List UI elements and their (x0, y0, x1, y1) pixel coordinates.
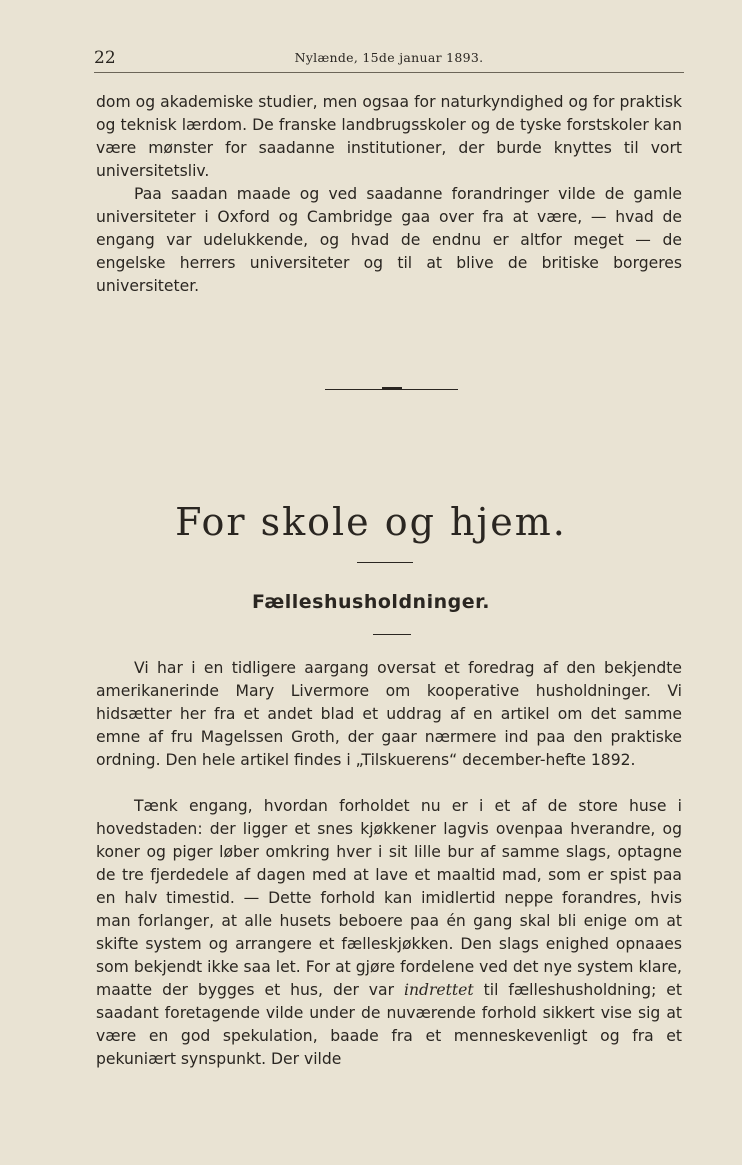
article-paragraph-1: Vi har i en tidligere aargang oversat et foredrag af den bekjendte amerikanerinde Mary Livermore om kooperative husholdninger. Vi hidsætter her fra et andet blad et uddrag af en artikel om det samme emne af fru Magelssen Groth, der gaar nærmere ind paa den praktiske ordning. Den hele artikel findes i „Tilskuerens“ december-hefte 1892. (96, 659, 682, 769)
body-paragraph-2: Paa saadan maade og ved saadanne forandringer vilde de gamle universiteter i Oxford og Cambridge gaa over fra at være, — hvad de engang var udelukkende, og hvad de endnu er altfor meget — de engelske herrers universiteter og til at blive de britiske borgeres universiteter. (96, 185, 682, 295)
page-header (94, 46, 684, 73)
article-paragraph-2-italic: indrettet (403, 981, 474, 999)
article-paragraph-2-text-b: til fælleshusholdning; et saadant foretagende vilde under de nuværende forhold sikkert vise sig at være en god spekulation, baade fra et menneskevenligt og fra et pekuniært synspunkt. Der vilde (96, 981, 682, 1068)
section-title: For skole og hjem. (175, 500, 567, 544)
page-number: 22 (94, 48, 116, 68)
article-title-divider (373, 634, 411, 635)
section-title-divider (357, 562, 413, 563)
article-paragraph-2-text-a: Tænk engang, hvordan forholdet nu er i et af de store huse i hovedstaden: der ligger et snes kjøkkener lagvis ovenpaa hverandre, og koner og piger løber omkring hver i sit lille bur af samme slags, optagne de tre fjerdedele af dagen med at lave et maaltid mad, som er spist paa en halv timestid. — Dette forhold kan imidlertid neppe forandres, hvis man forlanger, at alle husets beboere paa én gang skal bli enige om at skifte system og arrangere et fælleskjøkken. Den slags enighed opnaaes som bekjendt ikke saa let. For at gjøre fordelene ved det nye system klare, maatte der bygges et hus, der var (96, 797, 682, 999)
article-title: Fælleshusholdninger. (252, 591, 490, 613)
running-head: Nylænde, 15de januar 1893. (294, 50, 484, 65)
body-paragraph-1: dom og akademiske studier, men ogsaa for naturkyndighed og for praktisk og teknisk lærdom. De franske landbrugsskoler og de tyske forstskoler kan være mønster for saadanne institutioner, der burde knyttes til vort universitetsliv. (96, 93, 682, 180)
article-paragraph-2 (96, 795, 682, 1071)
ornamental-divider-mark (382, 387, 402, 390)
